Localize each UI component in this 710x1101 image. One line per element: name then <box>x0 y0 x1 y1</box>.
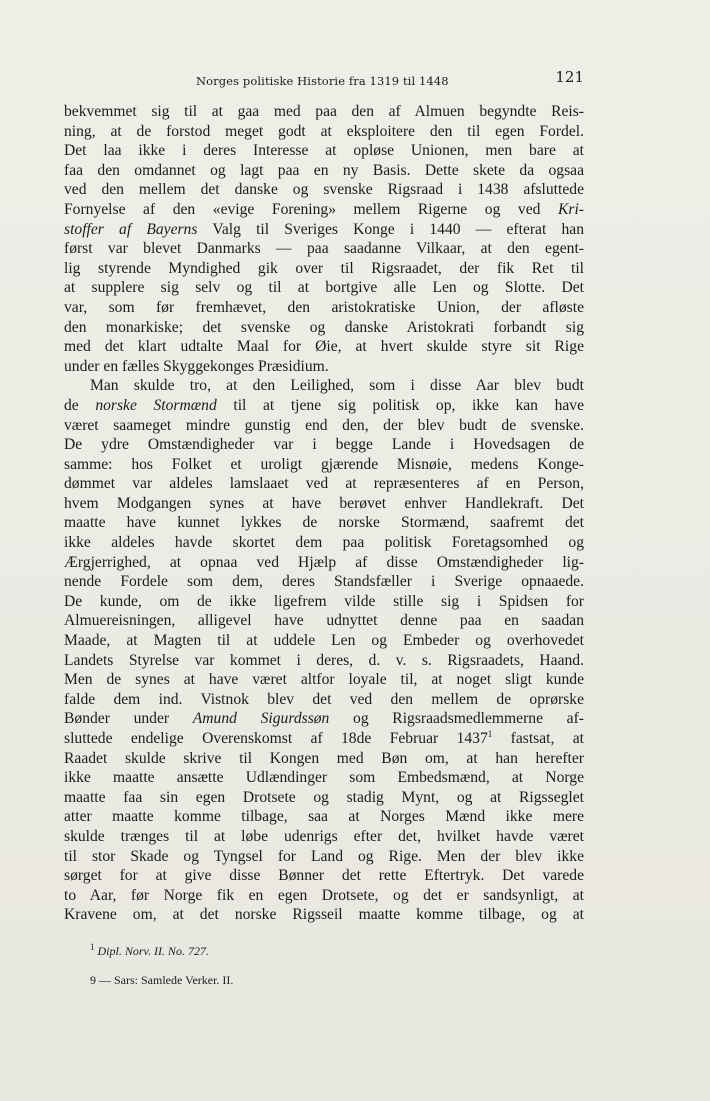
text-line <box>64 180 584 200</box>
text-segment: De ydre Omstændigheder var i begge Lande i Hovedsagen de <box>64 436 584 454</box>
text-segment: Ærgjerrighed, at opnaa ved Hjælp af disse Omstændigheder lig- <box>64 553 584 571</box>
footnote <box>90 944 209 959</box>
text-line <box>64 102 584 122</box>
text-segment: under en fælles Skyggekonges Præsidium. <box>64 357 329 375</box>
text-line <box>64 866 584 886</box>
text-line <box>64 553 584 573</box>
text-line <box>64 513 584 533</box>
text-line <box>64 631 584 651</box>
text-segment: Valg til Sveriges Konge i 1440 — efterat han <box>197 220 584 238</box>
footnote-text: Dipl. Norv. II. No. 727. <box>97 944 209 958</box>
text-segment: Almuereisningen, alligevel have udnyttet denne paa en saadan <box>64 612 584 630</box>
text-line <box>64 847 584 867</box>
text-segment: Raadet skulde skrive til Kongen med Bøn om, at han herefter <box>64 749 584 767</box>
text-line <box>64 357 584 377</box>
text-segment: først var blevet Danmarks — paa saadanne Vilkaar, at den egent- <box>64 240 584 258</box>
italic-text: Kri- <box>558 200 584 218</box>
text-line <box>64 729 584 749</box>
text-segment: de <box>64 396 96 414</box>
text-segment: nende Fordele som dem, deres Standsfæller i Sverige opnaaede. <box>64 573 584 591</box>
text-segment: lig styrende Myndighed gik over til Rigsraadet, der fik Ret til <box>64 259 584 277</box>
text-segment: Fornyelse af den «evige Forening» mellem Rigerne og ved <box>64 200 558 218</box>
text-segment: og Rigsraadsmedlemmerne af- <box>329 710 584 728</box>
text-segment: Kravene om, at det norske Rigsseil maatte komme tilbage, og at <box>64 906 584 924</box>
text-line <box>64 474 584 494</box>
text-line <box>64 768 584 788</box>
text-segment: fastsat, at <box>492 730 585 747</box>
text-line <box>64 416 584 436</box>
text-segment: til at tjene sig politisk op, ikke kan have <box>216 396 584 414</box>
text-line <box>64 278 584 298</box>
text-line <box>64 905 584 925</box>
text-line <box>64 807 584 827</box>
text-segment: maatte faa sin egen Drotsete og stadig Mynt, og at Rigsseglet <box>64 788 584 806</box>
text-segment: sørget for at give disse Bønner det rette Eftertryk. Det varede <box>64 867 584 885</box>
text-line <box>64 239 584 259</box>
page-header <box>64 68 584 90</box>
text-line <box>64 827 584 847</box>
text-segment: atter maatte komme tilbage, saa at Norges Mænd ikke mere <box>64 808 584 826</box>
text-line <box>64 533 584 553</box>
text-line <box>64 611 584 631</box>
text-segment: den monarkiske; det svenske og danske Aristokrati forbandt sig <box>64 318 584 336</box>
text-segment: Landets Styrelse var kommet i deres, d. v. s. Rigsraadets, Haand. <box>64 651 584 669</box>
page-number: 121 <box>555 68 584 86</box>
signature-line: 9 — Sars: Samlede Verker. II. <box>90 973 234 987</box>
text-line <box>64 376 584 396</box>
italic-text: norske Stormænd <box>95 396 217 414</box>
text-segment: De kunde, om de ikke ligefrem vilde stille sig i Spidsen for <box>64 592 584 610</box>
text-segment: Maade, at Magten til at uddele Len og Embeder og overhovedet <box>64 632 584 650</box>
text-segment: med det klart udtalte Maal for Øie, at hvert skulde styre sit Rige <box>64 338 584 356</box>
text-segment: ikke maatte ansætte Udlændinger som Embedsmænd, at Norge <box>64 769 584 787</box>
text-segment: var, som før fremhævet, den aristokratiske Union, der afløste <box>64 298 584 316</box>
text-segment: Men de synes at have været altfor loyale til, at noget sligt kunde <box>64 671 584 689</box>
text-line <box>64 651 584 671</box>
text-line <box>64 572 584 592</box>
text-segment: hvem Modgangen synes at have berøvet enhver Handlekraft. Det <box>64 494 584 512</box>
text-line <box>64 141 584 161</box>
text-segment: bekvemmet sig til at gaa med paa den af Almuen begyndte Reis- <box>64 103 584 120</box>
text-line <box>64 220 584 240</box>
text-line <box>64 455 584 475</box>
text-segment: ikke aldeles havde skortet dem paa politisk Foretagsomhed og <box>64 534 584 552</box>
text-segment: Man skulde tro, at den Leilighed, som i disse Aar blev budt <box>90 377 584 395</box>
text-line <box>64 259 584 279</box>
text-line <box>64 200 584 220</box>
text-segment: skulde trænges til at løbe udenrigs efter det, hvilket havde været <box>64 827 584 845</box>
text-segment: ning, at de forstod meget godt at eksploitere den til egen Fordel. <box>64 122 584 140</box>
text-segment: Det laa ikke i deres Interesse at opløse Unionen, men bare at <box>64 142 584 160</box>
text-line <box>64 690 584 710</box>
body-text <box>64 102 584 925</box>
running-head: Norges politiske Historie fra 1319 til 1448 <box>196 74 449 88</box>
text-segment: falde dem ind. Vistnok blev det ved den mellem de oprørske <box>64 690 584 708</box>
italic-text: Amund Sigurdssøn <box>192 710 330 728</box>
text-line <box>64 396 584 416</box>
text-segment: to Aar, før Norge fik en egen Drotsete, og det er sandsynligt, at <box>64 886 584 904</box>
text-line <box>64 122 584 142</box>
text-segment: været saameget mindre gunstig end den, der blev budt de svenske. <box>64 416 584 434</box>
text-line <box>64 749 584 769</box>
footnote-marker: 1 <box>90 942 95 952</box>
text-line <box>64 298 584 318</box>
text-line <box>64 161 584 181</box>
footnote-reference: 1 <box>487 728 493 739</box>
text-line <box>64 670 584 690</box>
text-segment: ved den mellem det danske og svenske Rigsraad i 1438 afsluttede <box>64 181 584 199</box>
text-line <box>64 709 584 729</box>
text-line <box>64 788 584 808</box>
text-segment: til stor Skade og Tyngsel for Land og Rige. Men der blev ikke <box>64 847 584 865</box>
text-segment: sluttede endelige Overenskomst af 18de Februar 1437 <box>64 730 488 747</box>
text-line <box>64 318 584 338</box>
text-line <box>64 592 584 612</box>
text-segment: at supplere sig selv og til at bortgive alle Len og Slotte. Det <box>64 279 584 297</box>
text-segment: Bønder under <box>64 710 193 728</box>
text-line <box>64 886 584 906</box>
text-segment: dømmet var aldeles lamslaaet ved at repræsenteres af en Person, <box>64 475 584 493</box>
text-line <box>64 337 584 357</box>
text-segment: maatte have kunnet lykkes de norske Stormænd, saafremt det <box>64 514 584 532</box>
text-segment: samme: hos Folket et uroligt gjærende Misnøie, medens Konge- <box>64 455 584 473</box>
text-line <box>64 435 584 455</box>
text-segment: faa den omdannet og lagt paa en ny Basis. Dette skete da ogsaa <box>64 161 584 179</box>
italic-text: stoffer af Bayerns <box>64 220 198 238</box>
text-line <box>64 494 584 514</box>
